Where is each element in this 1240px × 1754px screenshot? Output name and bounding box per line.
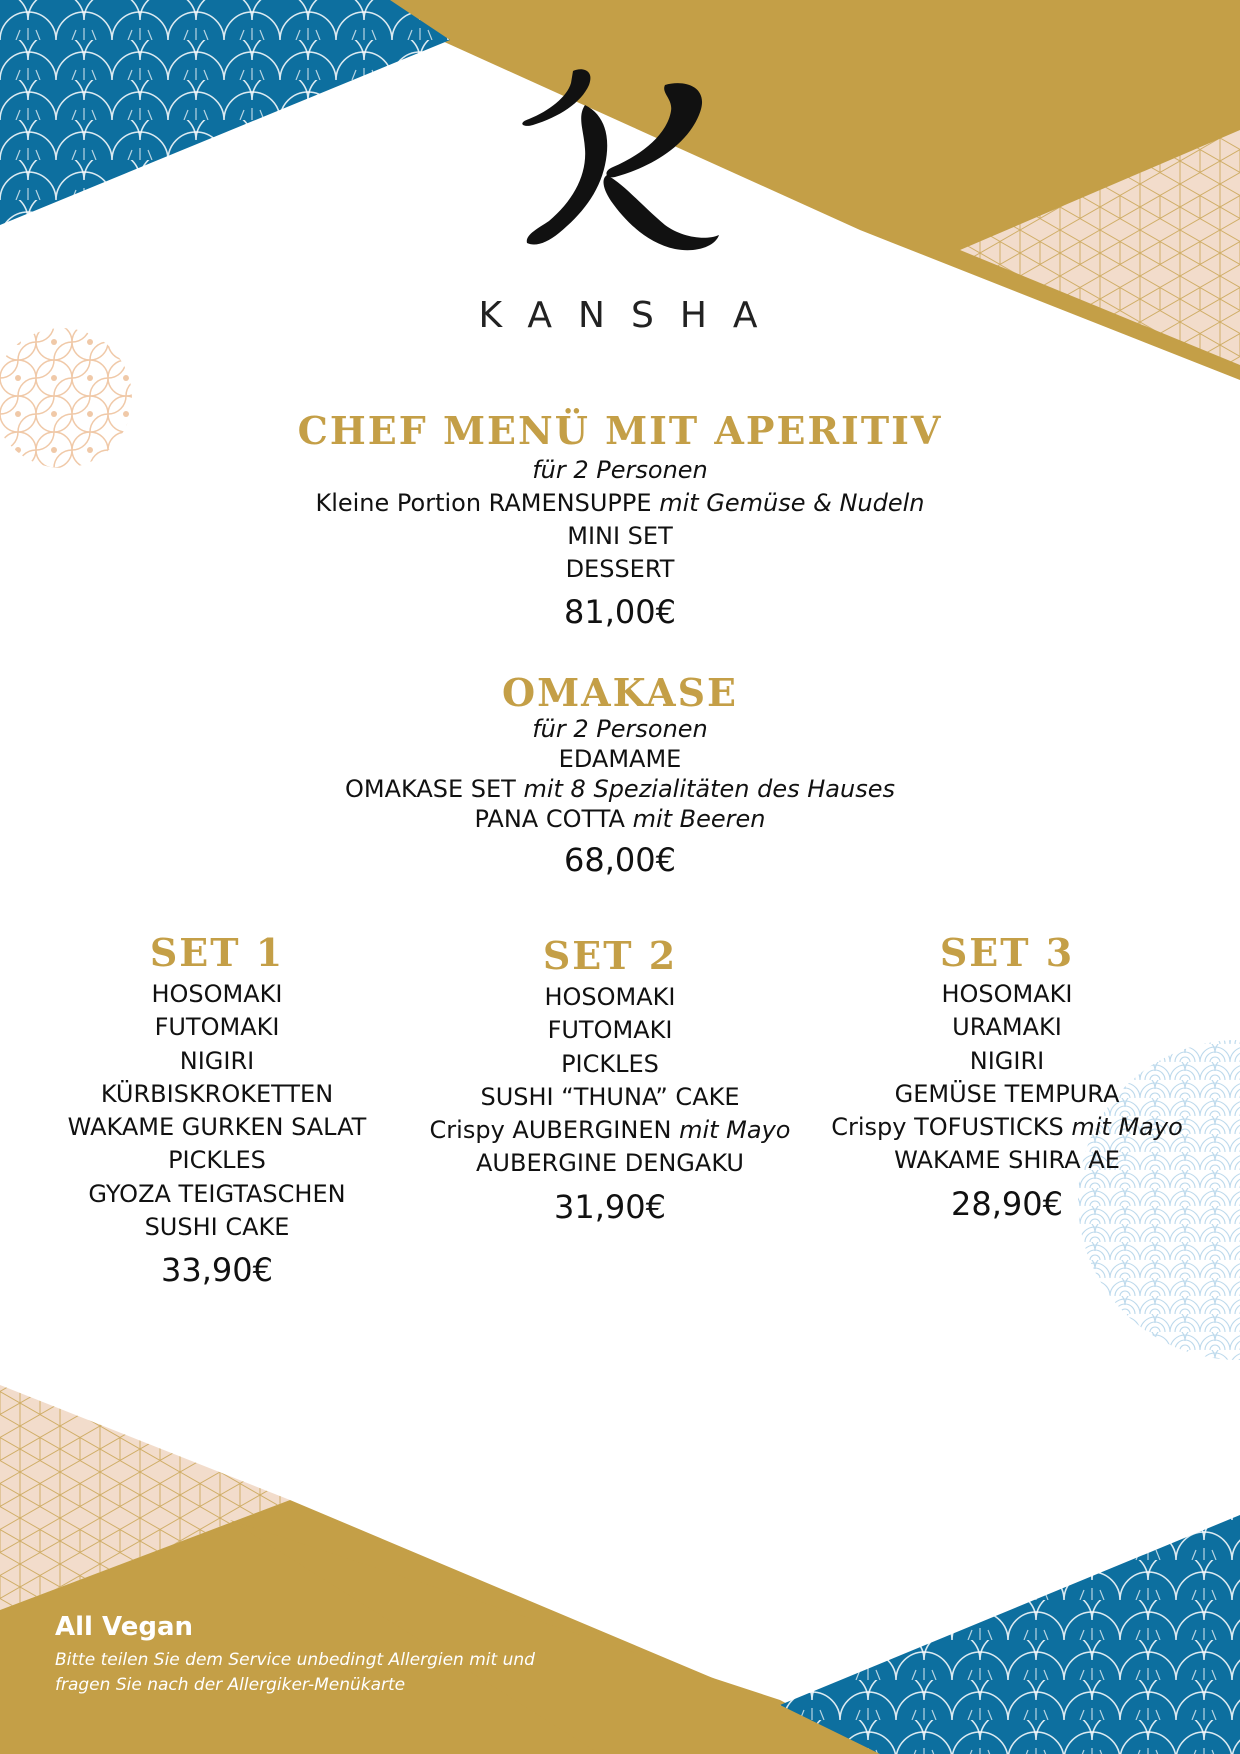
- set-2-price: 31,90€: [554, 1187, 666, 1226]
- chef-menu-item: Kleine Portion RAMENSUPPE mit Gemüse & Nudeln: [315, 489, 925, 517]
- set-1-title: SET 1: [149, 930, 285, 975]
- footer-note-line-1: Bitte teilen Sie dem Service unbedingt Allergien mit und: [55, 1650, 535, 1670]
- set-2-item: HOSOMAKI: [544, 983, 676, 1011]
- set-1-section: [27, 930, 407, 1292]
- set-2-item: FUTOMAKI: [547, 1016, 673, 1045]
- set-3-item: HOSOMAKI: [941, 980, 1073, 1008]
- footer-title: All Vegan: [55, 1612, 193, 1642]
- set-2-item: SUSHI “THUNA” CAKE: [480, 1082, 740, 1111]
- chef-menu-title: CHEF MENÜ MIT APERITIV: [297, 408, 943, 453]
- omakase-subtitle: für 2 Personen: [532, 715, 708, 743]
- omakase-title: OMAKASE: [501, 670, 739, 715]
- set-3-section: [817, 930, 1197, 1226]
- omakase-item: OMAKASE SET mit 8 Spezialitäten des Hauses: [344, 775, 895, 803]
- brand-wordmark: KANSHA: [478, 295, 784, 336]
- omakase-item: PANA COTTA mit Beeren: [474, 805, 766, 833]
- chef-menu-item: MINI SET: [567, 522, 673, 550]
- set-1-item: SUSHI CAKE: [144, 1213, 290, 1242]
- set-1-item: PICKLES: [168, 1146, 266, 1175]
- chef-menu-subtitle: für 2 Personen: [532, 456, 708, 484]
- omakase-price: 68,00€: [564, 841, 676, 879]
- set-3-item: GEMÜSE TEMPURA: [894, 1079, 1120, 1108]
- set-1-item: WAKAME GURKEN SALAT: [67, 1113, 367, 1142]
- set-1-price: 33,90€: [161, 1251, 273, 1290]
- set-2-item: AUBERGINE DENGAKU: [476, 1149, 744, 1178]
- set-1-item: KÜRBISKROKETTEN: [100, 1079, 334, 1108]
- omakase-section: [220, 672, 1020, 882]
- set-1-item: FUTOMAKI: [154, 1013, 280, 1042]
- footer-notice: [55, 1612, 615, 1698]
- set-2-item: Crispy AUBERGINEN mit Mayo: [429, 1116, 791, 1145]
- chef-menu-price: 81,00€: [564, 593, 676, 631]
- set-3-item: URAMAKI: [952, 1013, 1062, 1042]
- set-2-section: [420, 933, 800, 1229]
- omakase-item: EDAMAME: [558, 745, 682, 773]
- footer-note-line-2: fragen Sie nach der Allergiker-Menükarte: [55, 1675, 406, 1695]
- set-3-item: WAKAME SHIRA AE: [894, 1146, 1120, 1175]
- set-2-item: PICKLES: [561, 1049, 659, 1078]
- chef-menu-item: DESSERT: [565, 555, 675, 583]
- set-3-item: NIGIRI: [969, 1046, 1045, 1075]
- set-2-title: SET 2: [542, 933, 678, 978]
- set-1-item: HOSOMAKI: [151, 980, 283, 1008]
- chef-menu-section: [220, 408, 1020, 634]
- set-1-item: NIGIRI: [179, 1046, 255, 1075]
- set-1-item: GYOZA TEIGTASCHEN: [88, 1179, 346, 1208]
- set-3-price: 28,90€: [951, 1184, 1063, 1223]
- kansha-logo: [515, 65, 725, 255]
- set-3-title: SET 3: [939, 930, 1075, 975]
- set-3-item: Crispy TOFUSTICKS mit Mayo: [831, 1113, 1183, 1142]
